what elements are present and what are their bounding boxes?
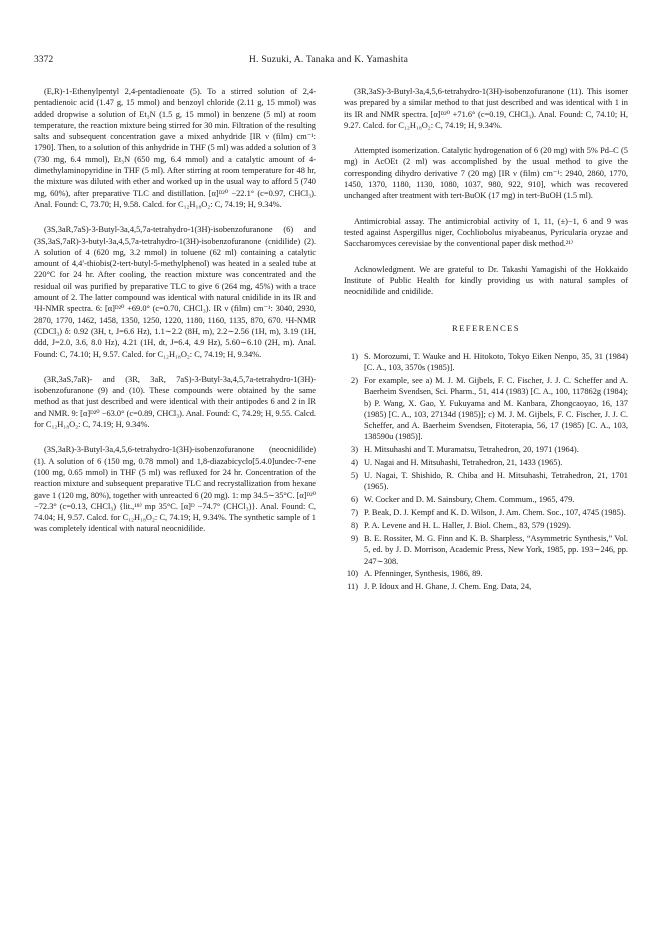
paragraph-compound-6-cnidilide: (3S,3aR,7aS)-3-Butyl-3a,4,5,7a-tetrahydro-1(3H)-isobenzofuranone (6) and (3S,3aS,7aR)-3-butyl-3a,4,5,7a-tetrahydro-1(3H)-isobenzofuranone (cnidilide) (2). A solution of 4 (620 mg, 3.2 mmol) in toluene (62 ml) containing a catalytic amount of 4,4′-thiobis(2-tert-butyl-5-methylphenol) was heated in a sealed tube at 220°C for 24 hr. After cooling, the reaction mixture was concentrated and the residual oil was purified by preparative TLC to give 6 (264 mg, 45%) with a trace amount of 2. The latter compound was identical with natural cnidilide in its IR and ¹H-NMR spectra. 6: [α]ᴰ²⁰ +69.0° (c=0.70, CHCl₃). IR ν (film) cm⁻¹: 3040, 2930, 2870, 1770, 1462, 1458, 1350, 1250, 1220, 1180, 1160, 1135, 870, 670. ¹H-NMR (CDCl₃) δ: 0.92 (3H, t, J=6.6 Hz), 1.1∼2.2 (8H, m), 2.2∼2.56 (1H, m), 3.19 (1H, ddd, J=2.0, 3.6, 8.0 Hz), 4.21 (1H, dt, J=6.4, 4.9 Hz), 5.60∼6.10 (2H, m). Anal. Found: C, 74.10; H, 9.57. Calcd. for C₁₂H₁₈O₂: C, 74.19; H, 9.34%.	[34, 225, 316, 359]
paragraph-neocnidilide: (3S,3aR)-3-Butyl-3a,4,5,6-tetrahydro-1(3H)-isobenzofuranone (neocnidilide) (1). A solution of 6 (150 mg, 0.78 mmol) and 1,8-diazabicyclo[5.4.0]undec-7-ene (100 mg, 0.65 mmol) in THF (5 ml) was refluxed for 24 hr. Concentration of the reaction mixture and subsequent preparative TLC and recrystallization from hexane gave 1 (120 mg, 80%), together with unreacted 6 (20 mg). 1: mp 34.5∼35°C. [α]ᴰ²⁰ −72.3° (c=0.13, CHCl₃) {lit.,¹⁸⁾ mp 35°C. [α]ᴰ −74.7° (CHCl₃)}. Anal. Found: C, 74.04; H, 9.57. Calcd. for C₁₂H₁₈O₂: C, 74.19; H, 9.34%. The synthetic sample of 1 was completely identical with natural neocnidilide.	[34, 445, 316, 534]
reference-item	[344, 457, 628, 468]
reference-text: A. Pfenninger, Synthesis, 1986, 89.	[364, 569, 483, 579]
reference-item	[344, 494, 628, 505]
paragraph-attempted-isomerization: Attempted isomerization. Catalytic hydrogenation of 6 (20 mg) with 5% Pd–C (5 mg) in AcOEt (2 ml) was accomplished by the usual method to give the corresponding dihydro derivative 7 (20 mg) [IR ν (film) cm⁻¹: 2940, 2860, 1770, 1450, 1370, 1180, 1130, 1080, 1037, 980, 922, 910], which was recovered unchanged after treatment with tert-BuOK (17 mg) in tert-BuOH (1.5 ml).	[344, 146, 628, 201]
reference-text: W. Cocker and D. M. Sainsbury, Chem. Commum., 1965, 479.	[364, 495, 575, 505]
paragraph-acknowledgment: Acknowledgment. We are grateful to Dr. Takashi Yamagishi of the Hokkaido Institute of Public Health for kindly providing us with natural samples of neocnidilide and cnidilide.	[344, 264, 628, 297]
reference-item	[344, 375, 628, 443]
reference-text: B. E. Rossiter, M. G. Finn and K. B. Sharpless, “Asymmetric Synthesis,” Vol. 5, ed. by J. D. Morrison, Academic Press, New York, 1985, pp. 193∼246, pp. 247∼308.	[364, 533, 628, 566]
reference-number: 10)	[346, 569, 358, 579]
paragraph-antimicrobial-assay: Antimicrobial assay. The antimicrobial activity of 1, 11, (±)−1, 6 and 9 was tested against Aspergillus niger, Cochliobolus miyabeanus, Pyricularia oryzae and Saccharomyces cerevisiae by the conventional paper disk method.²¹⁾	[344, 216, 628, 249]
reference-number: 4)	[351, 458, 358, 468]
reference-text: P. A. Levene and H. L. Haller, J. Biol. Chem., 83, 579 (1929).	[364, 521, 571, 531]
reference-item	[344, 568, 628, 579]
paragraph-compound-5: (E,R)-1-Ethenylpentyl 2,4-pentadienoate (5). To a stirred solution of 2,4-pentadienoic acid (1.47 g, 15 mmol) and benzoyl chloride (2.11 g, 15 mmol) was added dropwise a solution of Et₃N (1.5 g, 15 mmol) in benzene (5 ml) at room temperature, the reaction mixture being stirred for 30 min. Filtration of the resulting salts and subsequent concentration gave a mixed anhydride [IR ν (film) cm⁻¹: 1790]. Then, to a solution of this anhydride in THF (5 ml) was added a solution of 3 (730 mg, 6.4 mmol), Et₃N (650 mg, 6.4 mmol) and a catalytic amount of 4-dimethylaminopyridine in THF (5 ml). After stirring at room temperature for 48 hr, the mixture was diluted with ether and worked up in the usual way to afford 5 (740 mg, 60%), after preparative TLC and distillation. [α]ᴰ²⁰ −22.1° (c=0.97, CHCl₃). Anal. Found: C, 73.70; H, 9.58. Calcd. for C₁₂H₁₈O₂: C, 74.19; H, 9.34%.	[34, 87, 316, 209]
reference-number: 9)	[351, 533, 358, 543]
reference-item	[344, 351, 628, 374]
reference-number: 8)	[351, 521, 358, 531]
reference-number: 6)	[351, 495, 358, 505]
reference-number: 5)	[351, 471, 358, 481]
reference-item	[344, 520, 628, 531]
left-column	[34, 86, 316, 535]
reference-number: 2)	[351, 375, 358, 385]
reference-item	[344, 507, 628, 518]
reference-item	[344, 470, 628, 493]
paragraph-compound-11: (3R,3aS)-3-Butyl-3a,4,5,6-tetrahydro-1(3H)-isobenzofuranone (11). This isomer was prepared by a similar method to that just described and was identical with 1 in its IR and NMR spectra. [α]ᴰ²⁰ +71.6° (c=0.19, CHCl₃). Anal. Found: C, 74.10; H, 9.27. Calcd. for C₁₂H₁₈O₂: C, 74.19; H, 9.34%.	[344, 87, 628, 130]
right-column	[344, 86, 628, 594]
reference-item	[344, 444, 628, 455]
running-title: H. Suzuki, A. Tanaka and K. Yamashita	[248, 54, 409, 65]
reference-number: 3)	[351, 445, 358, 455]
reference-text: For example, see a) M. J. M. Gijbels, F. C. Fischer, J. J. C. Scheffer and A. Baerheim Svendsen, Sci. Pharm., 51, 414 (1983) [C. A., 100, 117862g (1984); b) P. Wang, X. Gao, Y. Fukuyama and M. Kanbara, Zhongcaoyao, 16, 137 (1985) [C. A., 103, 27134d (1985)]; c) M. J. M. Gijbels, F. C. Fischer, J. J. C. Scheffer, and A. Baerheim Svendsen, Fitoterapia, 56, 17 (1985) [C. A., 103, 138590u (1985)].	[364, 375, 628, 442]
reference-text: H. Mitsuhashi and T. Muramatsu, Tetrahedron, 20, 1971 (1964).	[364, 445, 579, 455]
reference-text: U. Nagai and H. Mitsuhashi, Tetrahedron, 21, 1433 (1965).	[364, 458, 563, 468]
references-list	[344, 351, 628, 593]
reference-item	[344, 533, 628, 567]
reference-text: U. Nagai, T. Shishido, R. Chiba and H. Mitsuhashi, Tetrahedron, 21, 1701 (1965).	[364, 471, 628, 492]
reference-text: P. Beak, D. J. Kempf and K. D. Wilson, J. Am. Chem. Soc., 107, 4745 (1985).	[364, 508, 626, 518]
reference-text: S. Morozumi, T. Wauke and H. Hitokoto, Tokyo Eiken Nenpo, 35, 31 (1984) [C. A., 103, 3570s (1985)].	[364, 351, 628, 373]
references-heading: REFERENCES	[452, 323, 520, 334]
page-number: 3372	[34, 54, 54, 65]
paragraph-compounds-9-10: (3R,3aS,7aR)- and (3R, 3aR, 7aS)-3-Butyl-3a,4,5,7a-tetrahydro-1(3H)-isobenzofuranone (9) and (10). These compounds were obtained by the same method as that just described and were identical with their antipodes 6 and 2 in IR and NMR. 9: [α]ᴰ²⁰ −63.0° (c=0.89, CHCl₃). Anal. Found: C, 74.29; H, 9.55. Calcd. for C₁₂H₁₈O₂: C, 74.19; H, 9.34%.	[34, 374, 316, 430]
reference-number: 7)	[351, 508, 358, 518]
reference-number: 1)	[351, 351, 358, 361]
reference-number: 11)	[347, 582, 358, 592]
reference-text: J. P. Idoux and H. Ghane, J. Chem. Eng. Data, 24,	[364, 582, 532, 592]
reference-item	[344, 581, 628, 592]
